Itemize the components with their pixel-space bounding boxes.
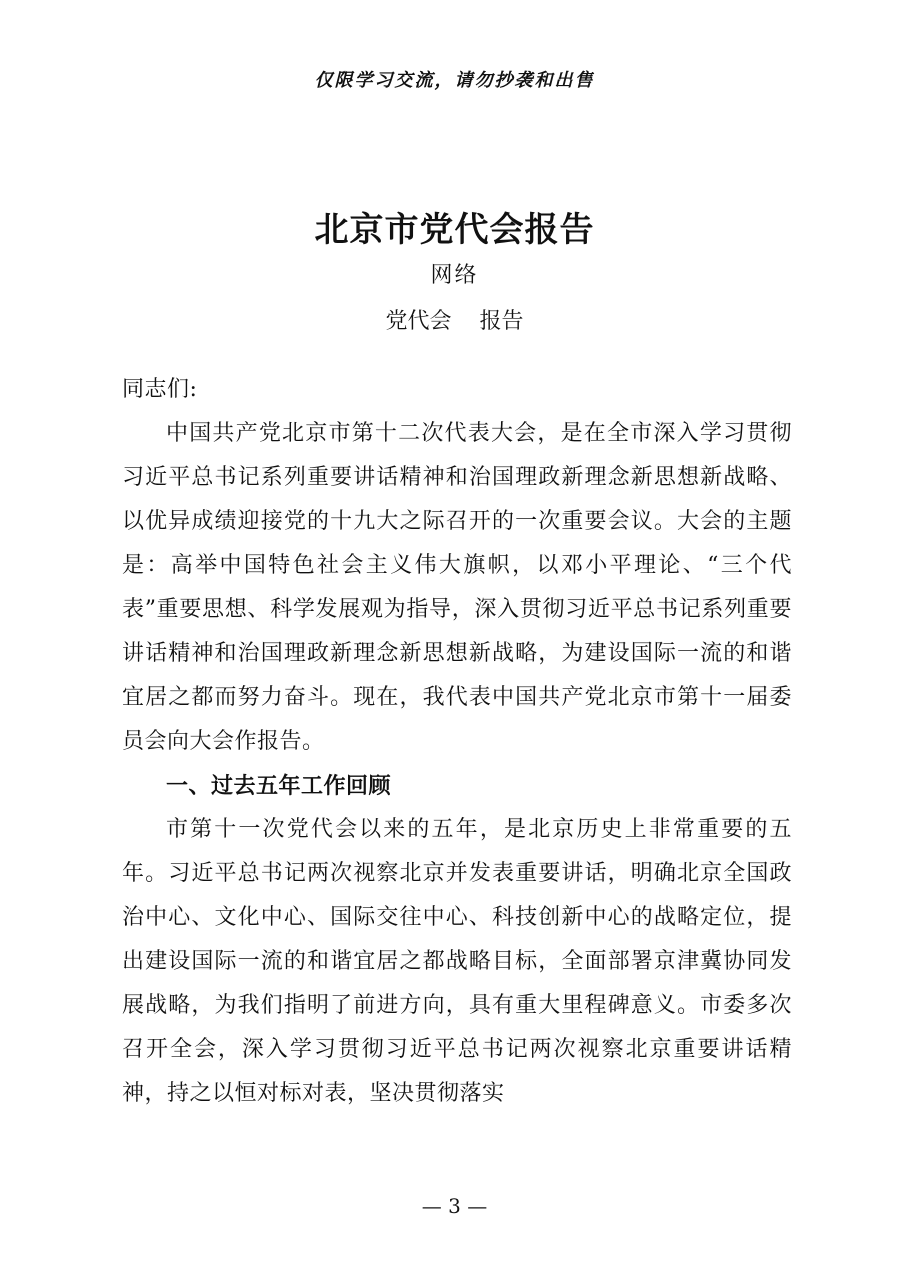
tag-item: 报告 <box>479 309 524 334</box>
section-heading: 一、过去五年工作回顾 <box>166 773 392 799</box>
header-note: 仅限学习交流，请勿抄袭和出售 <box>314 70 595 91</box>
salutation: 同志们: <box>122 377 198 402</box>
document-body <box>122 368 792 1116</box>
page-number: — 3 — <box>421 1194 488 1218</box>
paragraph: 中国共产党北京市第十二次代表大会，是在全市深入学习贯彻习近平总书记系列重要讲话精神和治国理政新理念新思想新战略、以优异成绩迎接党的十九大之际召开的一次重要会议。大会的主题是：高举中国特色社会主义伟大旗帜，以邓小平理论、“三个代表”重要思想、科学发展观为指导，深入贯彻习近平总书记系列重要讲话精神和治国理政新理念新思想新战略，为建设国际一流的和谐宜居之都而努力奋斗。现在，我代表中国共产党北京市第十一届委员会向大会作报告。 <box>122 421 792 754</box>
document-title: 北京市党代会报告 <box>314 210 595 250</box>
tag-item: 党代会 <box>385 309 452 334</box>
document-tags <box>0 304 909 335</box>
paragraph: 市第十一次党代会以来的五年，是北京历史上非常重要的五年。习近平总书记两次视察北京并发表重要讲话，明确北京全国政治中心、文化中心、国际交往中心、科技创新中心的战略定位，提出建设国际一流的和谐宜居之都战略目标，全面部署京津冀协同发展战略，为我们指明了前进方向，具有重大里程碑意义。市委多次召开全会，深入学习贯彻习近平总书记两次视察北京重要讲话精神，持之以恒对标对表，坚决贯彻落实 <box>122 817 792 1106</box>
document-source: 网络 <box>430 263 479 288</box>
